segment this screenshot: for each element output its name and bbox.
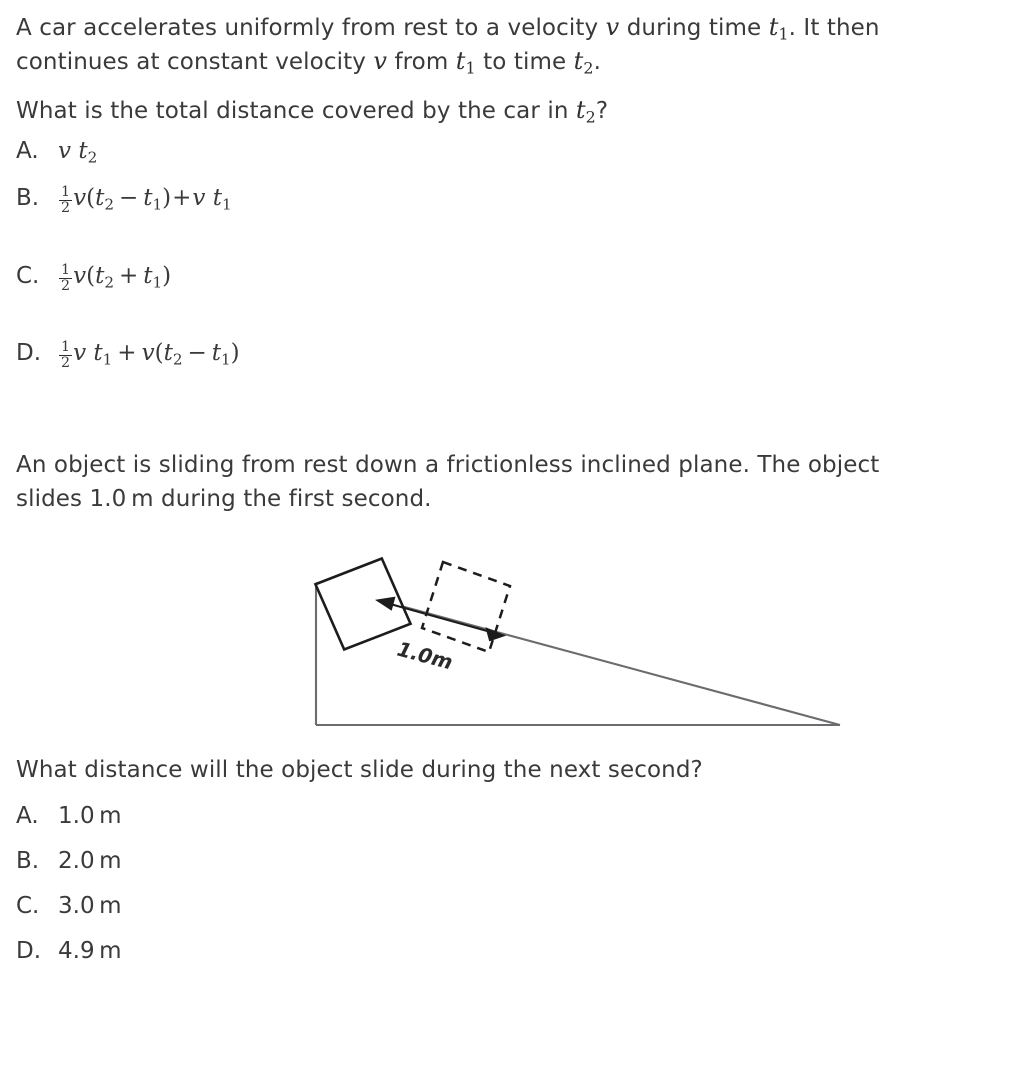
option-c-formula: $\frac{1}{2}$ $v(t_2 + t_1)$ — [61, 262, 172, 294]
q1-stem-text-2: during time — [626, 15, 762, 41]
q2-option-c-label: C. — [16, 893, 40, 919]
option-d-formula: $\frac{1}{2}$ v $t_1 + v(t_2 - t_1)$ — [61, 339, 240, 371]
solid-block-shape — [315, 558, 411, 650]
q1-symbol-t2-1: $t_2$ — [573, 47, 594, 78]
q2-option-d-label: D. — [16, 938, 42, 964]
option-c-label: C. — [16, 263, 40, 289]
q2-option-b-label: B. — [16, 848, 40, 874]
question1-option-a[interactable] — [16, 138, 97, 166]
q1-stem-period: . — [593, 49, 601, 75]
fraction-one-half: $\frac{1}{2}$ — [61, 262, 71, 294]
q1-stem-text-5: from — [394, 49, 449, 75]
q1-stem-text-1: A car accelerates uniformly from rest to a velocity — [16, 15, 599, 41]
question2-prompt: What distance will the object slide during the next second? — [16, 757, 703, 783]
question2-stem-line2: slides 1.0 m during the first second. — [16, 486, 432, 512]
question2-option-d[interactable] — [16, 938, 122, 964]
q2-option-c-value: 3.0 m — [58, 893, 122, 919]
q1-symbol-v-1: v — [605, 13, 620, 41]
question2-option-b[interactable] — [16, 848, 122, 874]
q1-symbol-t2-2: $t_2$ — [575, 96, 596, 127]
solid-block — [315, 558, 411, 650]
question2-stem-line1: An object is sliding from rest down a frictionless inclined plane. The object — [16, 452, 880, 478]
distance-label: 1.0m — [394, 636, 456, 675]
q1-prompt-text: What is the total distance covered by the car in — [16, 98, 569, 124]
q2-option-a-value: 1.0 m — [58, 803, 122, 829]
q1-symbol-t1-2: $t_1$ — [455, 47, 476, 78]
question2-option-c[interactable] — [16, 893, 122, 919]
q2-option-b-value: 2.0 m — [58, 848, 122, 874]
question1-option-b[interactable] — [16, 185, 232, 216]
question1-prompt — [16, 93, 608, 134]
fraction-one-half: $\frac{1}{2}$ — [61, 339, 71, 371]
option-b-formula: $\frac{1}{2}$ $v(t_2 - t_1)+v$ $t_1$ — [61, 184, 232, 216]
q1-stem-text-4: continues at constant velocity — [16, 49, 366, 75]
q1-symbol-v-2: v — [373, 47, 388, 75]
question2-option-a[interactable] — [16, 803, 122, 829]
q2-option-a-label: A. — [16, 803, 39, 829]
option-a-label: A. — [16, 138, 39, 164]
option-b-label: B. — [16, 185, 40, 211]
q1-stem-text-6: to time — [483, 49, 567, 75]
option-a-formula: v $t_2$ — [58, 138, 98, 167]
q1-prompt-qmark: ? — [595, 98, 609, 124]
question1-option-d[interactable] — [16, 340, 240, 371]
question1-option-c[interactable] — [16, 263, 171, 294]
q2-option-d-value: 4.9 m — [58, 938, 122, 964]
option-d-label: D. — [16, 340, 42, 366]
q1-stem-text-3: . It then — [788, 15, 880, 41]
fraction-one-half: $\frac{1}{2}$ — [61, 184, 71, 216]
inclined-plane-figure — [290, 515, 870, 745]
q1-symbol-t1-1: $t_1$ — [768, 13, 789, 44]
question1-stem-line2 — [16, 44, 601, 85]
